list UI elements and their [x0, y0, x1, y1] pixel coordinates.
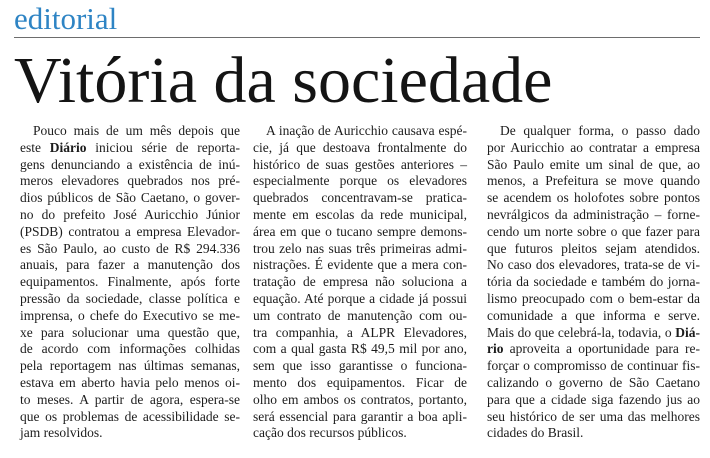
line-content: [33, 123, 240, 140]
section-rule: [14, 37, 700, 38]
text-line: [20, 358, 240, 375]
line-content: [253, 392, 467, 409]
text-line: [253, 392, 467, 409]
line-text: tória da sociedade e também do jorna-: [487, 274, 700, 290]
line-content: [253, 157, 467, 174]
line-content: [266, 123, 467, 140]
line-text: estava em aberto havia pelo menos oi-: [20, 374, 240, 390]
line-text: histórico de suas gestões anteriores –: [253, 156, 467, 172]
line-text: por Auricchio ao contratar a empresa: [487, 139, 700, 155]
line-content: [487, 157, 700, 174]
line-content: [487, 173, 700, 190]
line-content: [253, 224, 467, 241]
line-text: pressão da sociedade, classe política e: [20, 290, 240, 306]
line-content: [253, 140, 467, 157]
headline: Vitória da sociedade: [14, 44, 553, 117]
text-line: [253, 425, 467, 442]
text-line: [487, 392, 700, 409]
text-line: [253, 341, 467, 358]
text-line: [487, 325, 700, 342]
line-content: [20, 425, 103, 442]
line-content: [20, 274, 240, 291]
line-text: iniciou série de reporta-: [86, 139, 240, 155]
text-line: [253, 241, 467, 258]
text-line: [253, 140, 467, 157]
text-line: [487, 425, 700, 442]
line-content: [253, 325, 467, 342]
line-text: tra companhia, a ALPR Elevadores,: [253, 324, 467, 340]
text-line: [253, 190, 467, 207]
line-content: [20, 358, 240, 375]
text-line: [20, 291, 240, 308]
line-text: A inação de Auricchio causava espé-: [266, 123, 467, 138]
text-line: [20, 341, 240, 358]
line-content: [487, 140, 700, 157]
text-line: [487, 157, 700, 174]
line-text: para que a cidade siga fazendo jus ao: [487, 391, 700, 407]
text-line: [20, 157, 240, 174]
text-line: [487, 140, 700, 157]
line-text: xe para solucionar uma questão que,: [20, 324, 240, 340]
line-content: [500, 123, 700, 140]
line-content: [253, 308, 467, 325]
line-content: [253, 173, 467, 190]
line-content: [20, 140, 240, 157]
line-content: [253, 425, 407, 442]
line-text: De qualquer forma, o passo dado: [500, 123, 700, 138]
line-text: sem que isso garantisse o funciona-: [253, 358, 467, 374]
text-line: [253, 257, 467, 274]
line-text: (PSDB) contratou a empresa Elevador-: [20, 223, 240, 239]
line-text: pela reportagem nas últimas semanas,: [20, 358, 240, 374]
line-text: menos, a Prefeitura se move quando: [487, 173, 700, 189]
line-text: este: [20, 139, 50, 155]
text-line: [487, 409, 700, 426]
line-text: trou zelo nas suas três primeiras admi-: [253, 240, 467, 256]
line-text: forçar o compromisso de continuar fis-: [487, 358, 700, 374]
line-text: mente em escolas da rede municipal,: [253, 206, 467, 222]
newspaper-name-bold: rio: [487, 341, 504, 357]
line-text: seu histórico de ser uma das melhores: [487, 408, 700, 424]
line-text: Pouco mais de um mês depois que: [33, 123, 240, 138]
text-line: [487, 341, 700, 358]
line-content: [20, 341, 240, 358]
line-text: No caso dos elevadores, trata-se de vi-: [487, 257, 700, 273]
line-text: equação. Até porque a cidade já possui: [253, 290, 467, 306]
line-text: aproveita a oportunidade para re-: [503, 341, 700, 357]
text-line: [253, 358, 467, 375]
line-text: to meses. A partir de agora, espera-se: [20, 391, 240, 407]
line-text: comunidade a que informa e serve.: [487, 307, 700, 323]
line-content: [253, 341, 467, 358]
line-text: se acendem os holofotes sobre pontos: [487, 190, 700, 206]
line-text: calizando o governo de São Caetano: [487, 374, 700, 390]
text-line: [487, 224, 700, 241]
column-2: [253, 123, 467, 442]
section-label: editorial: [14, 1, 118, 36]
text-line: [253, 325, 467, 342]
line-text: que os problemas de acessibilidade se-: [20, 408, 240, 424]
line-text: jam resolvidos.: [20, 425, 103, 441]
newspaper-name-bold: Diá-: [675, 324, 700, 340]
line-content: [487, 224, 700, 241]
line-content: [253, 274, 467, 291]
line-content: [487, 425, 583, 442]
text-line: [20, 325, 240, 342]
line-content: [253, 358, 467, 375]
text-line: [20, 392, 240, 409]
text-line: [253, 173, 467, 190]
line-text: meros elevadores quebrados nos pré-: [20, 173, 240, 189]
text-line: [20, 425, 240, 442]
line-text: quebrados concentravam-se pratica-: [253, 190, 467, 206]
line-content: [20, 392, 240, 409]
line-text: equipamentos. Finalmente, após forte: [20, 274, 240, 290]
line-text: nistrações. É evidente que a mera con-: [253, 257, 467, 273]
line-text: mento dos equipamentos. Ficar de: [253, 374, 467, 390]
line-content: [487, 409, 700, 426]
column-1: [20, 123, 240, 442]
line-content: [487, 190, 700, 207]
text-line: [253, 409, 467, 426]
line-content: [487, 274, 700, 291]
text-line: [253, 123, 467, 140]
line-content: [487, 325, 700, 342]
text-line: [253, 157, 467, 174]
line-content: [487, 291, 700, 308]
text-line: [20, 375, 240, 392]
line-content: [253, 375, 467, 392]
line-content: [20, 190, 240, 207]
line-content: [20, 291, 240, 308]
line-content: [20, 325, 240, 342]
line-text: um contrato de manutenção com ou-: [253, 307, 467, 323]
line-text: especialmente porque os elevadores: [253, 173, 467, 189]
line-content: [487, 207, 700, 224]
text-line: [487, 358, 700, 375]
line-content: [253, 190, 467, 207]
line-text: es São Paulo, ao custo de R$ 294.336: [20, 240, 240, 256]
line-content: [487, 341, 700, 358]
line-content: [487, 257, 700, 274]
line-text: de acordo com informações colhidas: [20, 341, 240, 357]
text-line: [20, 207, 240, 224]
column-3: [487, 123, 700, 442]
line-content: [20, 157, 240, 174]
text-line: [487, 173, 700, 190]
line-text: que futuros pleitos sejam atendidos.: [487, 240, 700, 256]
line-content: [20, 224, 240, 241]
text-line: [487, 207, 700, 224]
text-line: [20, 123, 240, 140]
line-content: [20, 308, 240, 325]
line-text: no do prefeito José Auricchio Júnior: [20, 206, 240, 222]
newspaper-name-bold: Diário: [49, 139, 87, 155]
text-line: [20, 409, 240, 426]
text-line: [20, 274, 240, 291]
text-line: [487, 375, 700, 392]
line-content: [20, 257, 240, 274]
line-text: será essencial para garantir a boa apli-: [253, 408, 467, 424]
text-line: [487, 123, 700, 140]
line-content: [253, 291, 467, 308]
text-line: [487, 291, 700, 308]
text-line: [253, 291, 467, 308]
line-content: [20, 207, 240, 224]
line-content: [20, 375, 240, 392]
line-content: [253, 257, 467, 274]
line-text: área em que o tucano sempre demons-: [253, 223, 467, 239]
text-line: [20, 173, 240, 190]
line-content: [253, 207, 467, 224]
line-content: [20, 173, 240, 190]
line-content: [253, 241, 467, 258]
line-text: tratação de empresa não soluciona a: [253, 274, 467, 290]
text-line: [253, 274, 467, 291]
text-line: [20, 190, 240, 207]
text-line: [20, 224, 240, 241]
line-text: com a qual gasta R$ 49,5 mil por ano,: [253, 341, 467, 357]
line-text: cendo um norte sobre o que fazer para: [487, 223, 700, 239]
line-text: gens denunciando a existência de inú-: [20, 156, 240, 172]
line-text: cação dos recursos públicos.: [253, 425, 407, 441]
line-content: [487, 358, 700, 375]
text-line: [253, 207, 467, 224]
line-content: [20, 409, 240, 426]
text-line: [253, 308, 467, 325]
line-text: olho em ambos os contratos, portanto,: [253, 391, 467, 407]
line-content: [253, 409, 467, 426]
line-text: dios públicos de São Caetano, o gover-: [20, 190, 240, 206]
line-content: [487, 308, 700, 325]
line-content: [20, 241, 240, 258]
text-line: [20, 257, 240, 274]
text-line: [20, 308, 240, 325]
text-line: [253, 375, 467, 392]
line-text: imprensa, o chefe do Executivo se me-: [20, 307, 240, 323]
text-line: [487, 241, 700, 258]
text-line: [20, 241, 240, 258]
line-text: Mais do que celebrá-la, todavia, o: [487, 324, 676, 340]
line-text: cidades do Brasil.: [487, 425, 584, 441]
text-line: [487, 257, 700, 274]
text-line: [487, 190, 700, 207]
text-line: [487, 274, 700, 291]
text-line: [20, 140, 240, 157]
line-text: nevrálgicos da administração – forne-: [487, 206, 700, 222]
line-text: São Paulo emite um sinal de que, ao: [487, 156, 700, 172]
text-line: [253, 224, 467, 241]
text-line: [487, 308, 700, 325]
line-content: [487, 392, 700, 409]
line-text: cie, já que destoava frontalmente do: [253, 139, 467, 155]
line-text: lismo preocupado com o bem-estar da: [487, 290, 700, 306]
line-content: [487, 375, 700, 392]
line-text: anuais, para fazer a manutenção dos: [20, 257, 240, 273]
line-content: [487, 241, 700, 258]
